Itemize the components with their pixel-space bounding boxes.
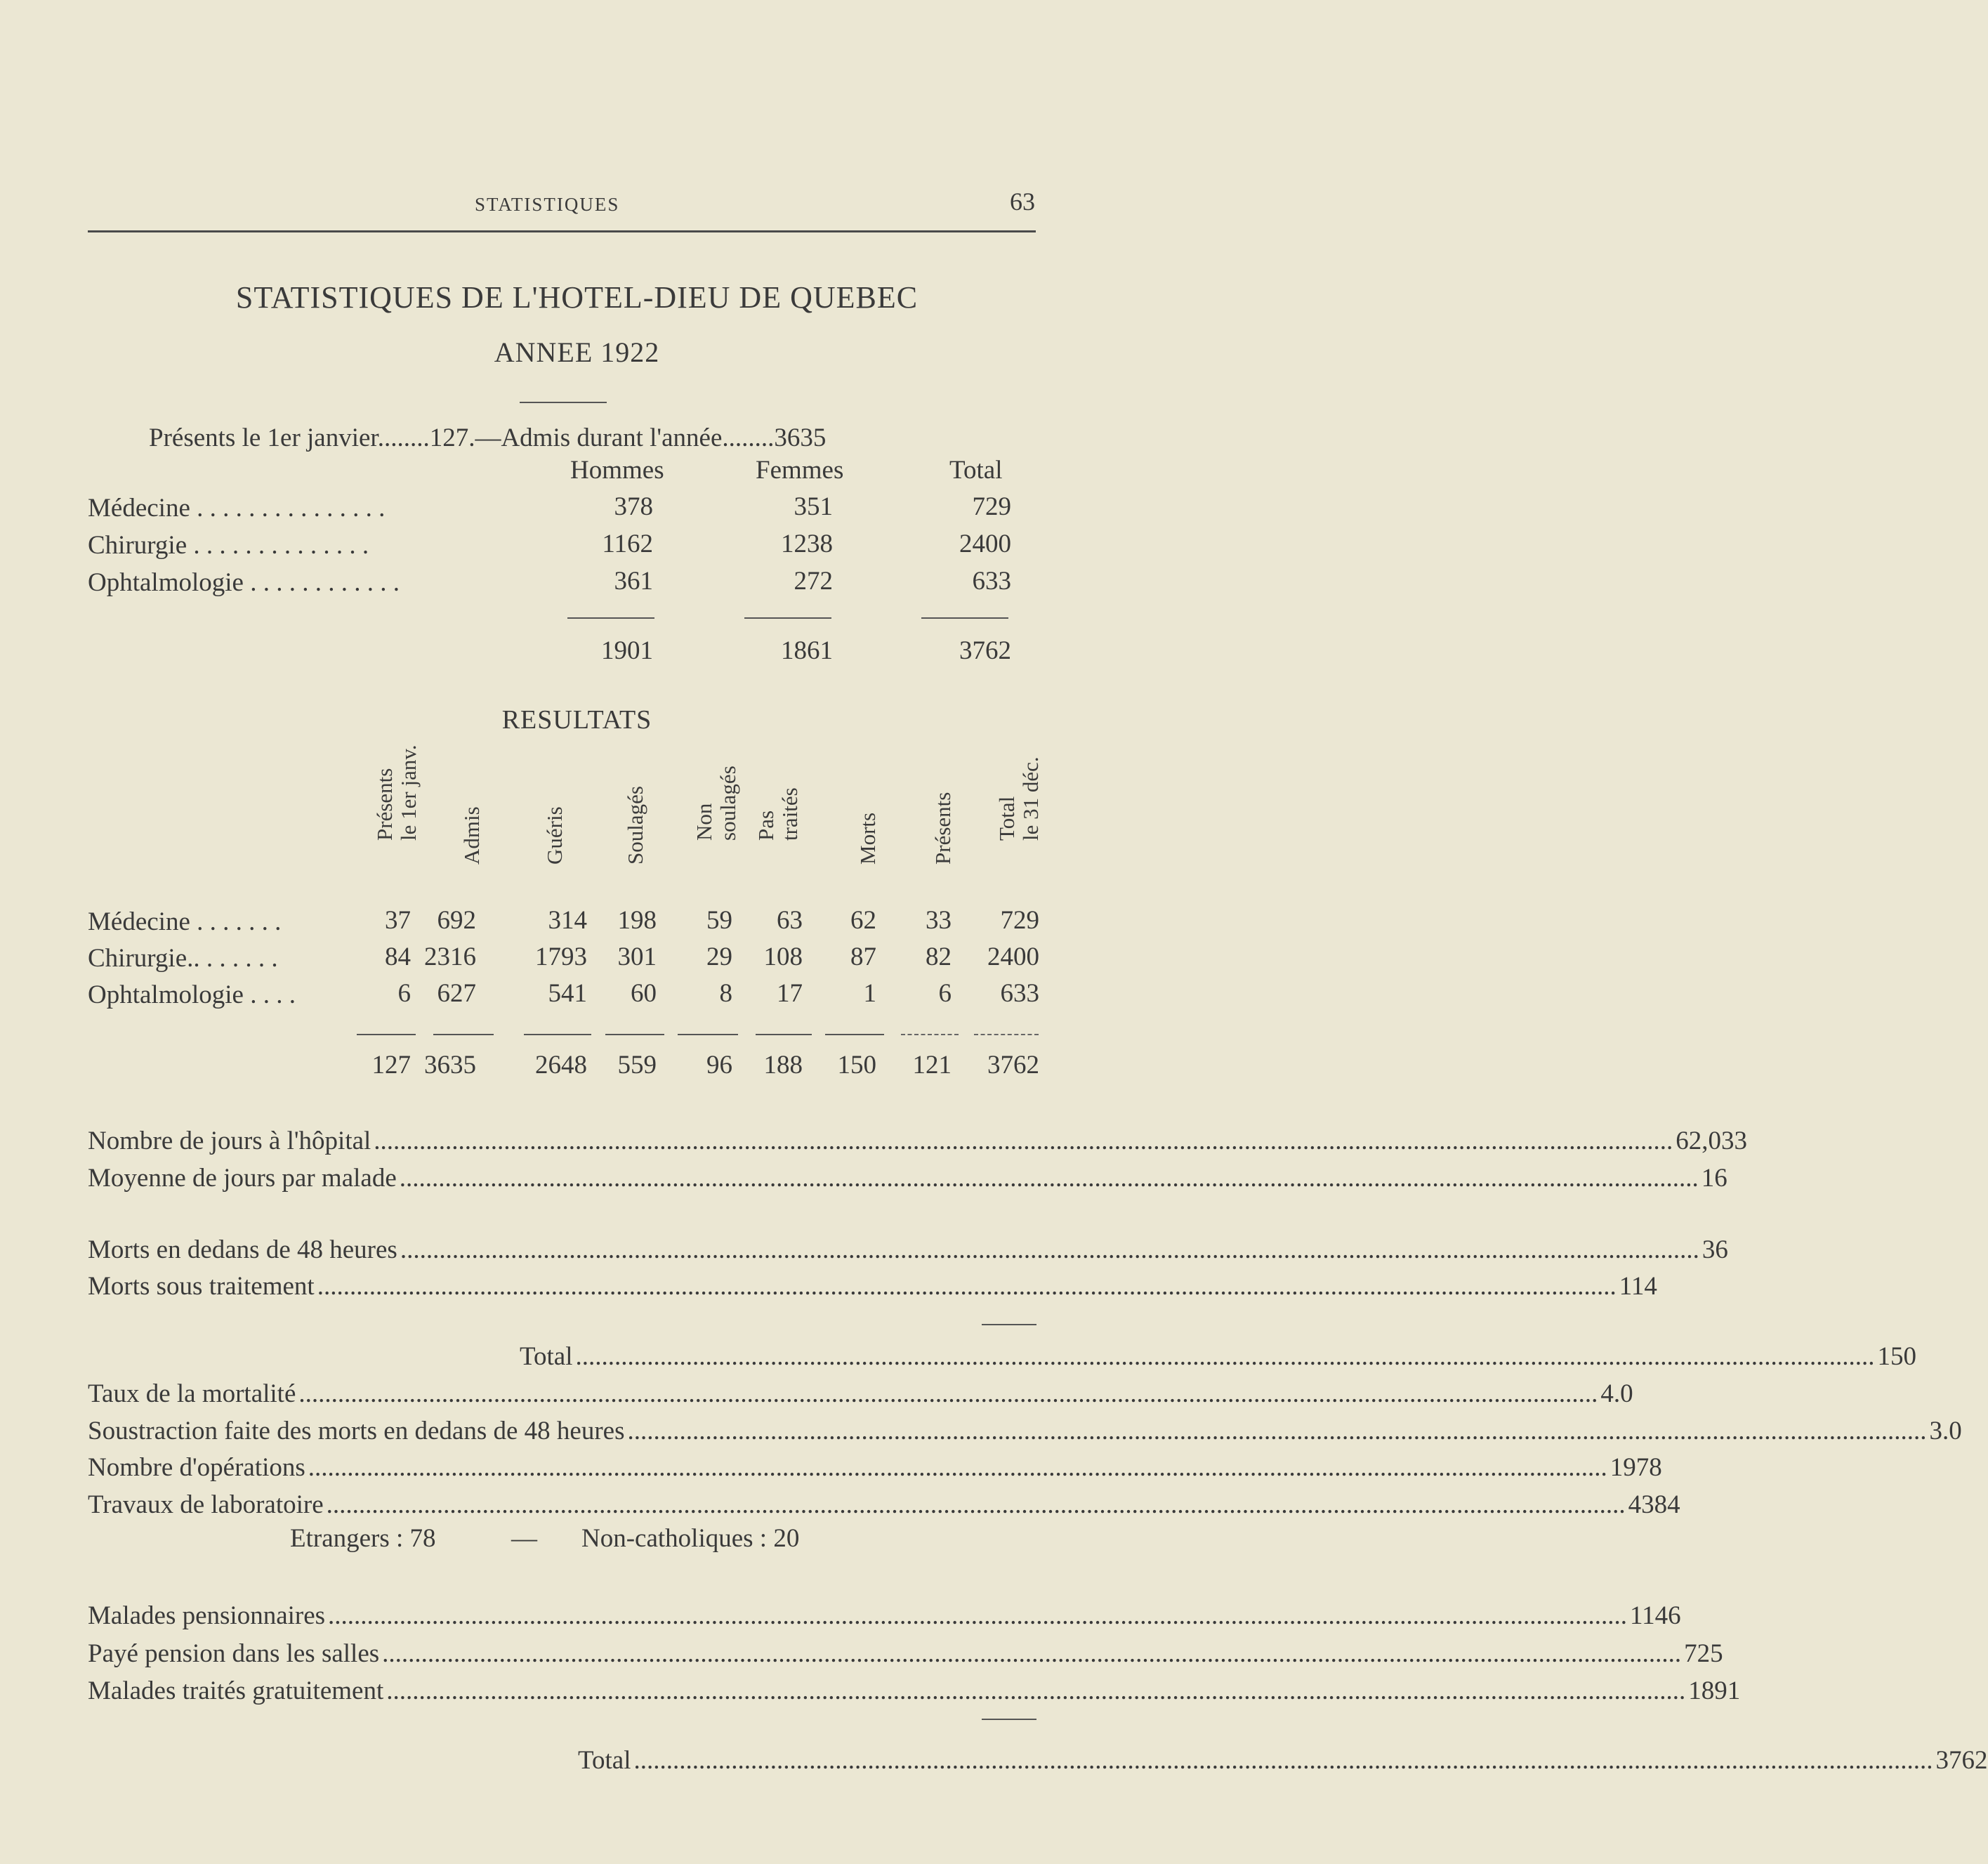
etrangers-separator: — — [511, 1524, 537, 1553]
results-cell: 84 — [385, 943, 411, 971]
results-cell: 29 — [706, 943, 732, 971]
page-subtitle: ANNEE 1922 — [494, 336, 660, 368]
results-cell: 62 — [850, 906, 876, 935]
results-cell: 314 — [548, 906, 587, 935]
col-femmes: Femmes — [756, 456, 844, 485]
admissions-cell: 633 — [972, 567, 1011, 596]
admissions-cell: 378 — [614, 492, 653, 521]
sum-rule — [433, 1034, 494, 1035]
results-cell: 729 — [1000, 906, 1039, 935]
stat-value: 150 — [1877, 1342, 1916, 1371]
results-total: 559 — [617, 1051, 657, 1079]
results-cell: 33 — [926, 906, 952, 935]
stat-label: Morts sous traitement — [88, 1272, 315, 1301]
results-cell: 1793 — [535, 943, 587, 971]
results-cell: 2316 — [424, 943, 476, 971]
admissions-total: 1901 — [601, 636, 653, 665]
stat-value: 3.0 — [1929, 1417, 1962, 1445]
results-total: 188 — [763, 1051, 803, 1079]
results-column-header-line: Admis — [459, 806, 484, 865]
header-rule — [88, 230, 1036, 232]
intro-line: Présents le 1er janvier........127.—Admis durant l'année........3635 — [149, 424, 827, 452]
results-column-header — [607, 748, 664, 888]
results-column-header-line: Morts — [855, 812, 880, 865]
stat-row — [88, 1416, 1962, 1446]
dot-leader: ........................................................................................................................................................................................................ — [382, 1639, 1682, 1668]
sum-rule — [825, 1034, 884, 1035]
results-cell: 8 — [719, 979, 732, 1008]
sum-rule — [982, 1719, 1036, 1720]
stat-row — [88, 1271, 1657, 1301]
stat-row — [88, 1490, 1680, 1520]
results-cell: 6 — [397, 979, 411, 1008]
results-cell: 37 — [385, 906, 411, 935]
stat-row — [520, 1341, 1916, 1372]
results-total: 150 — [837, 1051, 876, 1079]
stat-label: Nombre de jours à l'hôpital — [88, 1127, 371, 1155]
results-row-label: Chirurgie.. . . . . . . — [88, 944, 278, 973]
dot-leader: ........................................................................................................................................................................................................ — [298, 1379, 1598, 1408]
stat-row — [88, 1601, 1681, 1631]
results-total: 127 — [371, 1051, 411, 1079]
admissions-cell: 361 — [614, 567, 653, 596]
sum-rule — [921, 617, 1008, 619]
results-cell: 60 — [631, 979, 657, 1008]
dot-leader: ........................................................................................................................................................................................................ — [575, 1342, 1875, 1371]
results-cell: 1 — [863, 979, 876, 1008]
admissions-total: 1861 — [781, 636, 833, 665]
results-cell: 87 — [850, 943, 876, 971]
results-cell: 6 — [938, 979, 952, 1008]
results-total: 2648 — [535, 1051, 587, 1079]
results-cell: 301 — [617, 943, 657, 971]
results-column-header-line: Total — [994, 796, 1019, 841]
admissions-cell: 1162 — [602, 530, 653, 558]
results-cell: 63 — [777, 906, 803, 935]
stat-value: 725 — [1684, 1639, 1723, 1668]
dot-leader: ........................................................................................................................................................................................................ — [328, 1601, 1628, 1630]
stat-label: Morts en dedans de 48 heures — [88, 1235, 397, 1264]
sum-rule — [567, 617, 654, 619]
admissions-cell: 272 — [794, 567, 833, 596]
stat-label: Malades pensionnaires — [88, 1601, 326, 1630]
results-column-header-line: Guéris — [542, 806, 567, 865]
stat-row — [88, 1379, 1633, 1409]
stat-label: Total — [578, 1746, 631, 1775]
results-cell: 2400 — [987, 943, 1039, 971]
sum-rule — [982, 1324, 1036, 1325]
admissions-total: 3762 — [959, 636, 1011, 665]
stat-row — [88, 1235, 1728, 1265]
admissions-row-label: Ophtalmologie . . . . . . . . . . . . — [88, 568, 400, 597]
admissions-row-label: Chirurgie . . . . . . . . . . . . . . — [88, 531, 369, 560]
stat-value: 16 — [1701, 1164, 1727, 1193]
stat-label: Taux de la mortalité — [88, 1379, 296, 1408]
results-column-header-line: le 1er janv. — [396, 744, 421, 841]
results-column-header-line: soulagés — [716, 766, 740, 841]
stat-value: 4384 — [1628, 1490, 1680, 1519]
dot-leader: ........................................................................................................................................................................................................ — [399, 1164, 1699, 1193]
results-column-header — [369, 744, 425, 888]
results-column-header-line: Pas — [753, 810, 778, 841]
results-column-header-line: traités — [777, 787, 802, 841]
stat-value: 1146 — [1630, 1601, 1681, 1630]
stat-label: Travaux de laboratoire — [88, 1490, 324, 1519]
stat-value: 3762 — [1935, 1746, 1988, 1775]
results-total: 121 — [912, 1051, 952, 1079]
results-cell: 627 — [437, 979, 476, 1008]
col-hommes: Hommes — [570, 456, 664, 485]
results-column-header — [915, 748, 971, 888]
results-column-header — [688, 748, 744, 888]
page-number: 63 — [1010, 188, 1035, 216]
results-cell: 82 — [926, 943, 952, 971]
sum-rule — [901, 1034, 959, 1035]
results-column-header — [840, 748, 896, 888]
dot-leader: ........................................................................................................................................................................................................ — [400, 1235, 1699, 1264]
results-column-header — [750, 748, 806, 888]
page-title: STATISTIQUES DE L'HOTEL-DIEU DE QUEBEC — [235, 280, 919, 315]
admissions-cell: 351 — [794, 492, 833, 521]
stat-label: Malades traités gratuitement — [88, 1676, 384, 1705]
stat-value: 1978 — [1610, 1453, 1662, 1482]
admissions-cell: 729 — [972, 492, 1011, 521]
stat-label: Payé pension dans les salles — [88, 1639, 380, 1668]
results-cell: 198 — [617, 906, 657, 935]
sum-rule — [744, 617, 831, 619]
sum-rule — [678, 1034, 738, 1035]
title-divider — [520, 402, 607, 403]
stat-row — [88, 1163, 1727, 1193]
dot-leader: ........................................................................................................................................................................................................ — [627, 1417, 1927, 1445]
dot-leader: ........................................................................................................................................................................................................ — [308, 1453, 1607, 1482]
results-cell: 633 — [1000, 979, 1039, 1008]
results-cell: 17 — [777, 979, 803, 1008]
stat-label: Nombre d'opérations — [88, 1453, 305, 1482]
results-column-header-line: Présents — [930, 792, 955, 865]
admissions-row-label: Médecine . . . . . . . . . . . . . . . — [88, 494, 386, 523]
stat-label: Total — [520, 1342, 573, 1371]
sum-rule — [524, 1034, 591, 1035]
etrangers-label: Etrangers : 78 — [290, 1524, 436, 1553]
results-total: 3762 — [987, 1051, 1039, 1079]
results-row-label: Médecine . . . . . . . — [88, 907, 282, 936]
sum-rule — [357, 1034, 416, 1035]
dot-leader: ........................................................................................................................................................................................................ — [326, 1490, 1626, 1519]
results-total: 3635 — [424, 1051, 476, 1079]
stat-value: 1891 — [1688, 1676, 1741, 1705]
admissions-cell: 1238 — [781, 530, 833, 558]
stat-value: 114 — [1619, 1272, 1657, 1301]
results-column-header-line: Soulagés — [623, 786, 647, 865]
stat-label: Soustraction faite des morts en dedans de 48 heures — [88, 1417, 625, 1445]
running-title: STATISTIQUES — [475, 194, 620, 215]
stat-row — [88, 1126, 1748, 1156]
results-column-header-line: Non — [692, 803, 716, 841]
results-column-header — [444, 748, 500, 888]
stat-row — [88, 1639, 1723, 1669]
results-title: RESULTATS — [501, 705, 652, 735]
admissions-cell: 2400 — [959, 530, 1011, 558]
col-total: Total — [949, 456, 1003, 485]
stat-row — [578, 1745, 1988, 1776]
sum-rule — [756, 1034, 812, 1035]
results-cell: 108 — [763, 943, 803, 971]
dot-leader: ........................................................................................................................................................................................................ — [386, 1676, 1686, 1705]
stat-value: 62,033 — [1676, 1127, 1748, 1155]
results-total: 96 — [706, 1051, 732, 1079]
stat-label: Moyenne de jours par malade — [88, 1164, 397, 1193]
non-catholiques-label: Non-catholiques : 20 — [581, 1524, 800, 1553]
sum-rule — [974, 1034, 1039, 1035]
dot-leader: ........................................................................................................................................................................................................ — [317, 1272, 1617, 1301]
results-column-header — [527, 748, 583, 888]
results-column-header-line: Présents — [372, 768, 397, 841]
stat-value: 36 — [1701, 1235, 1728, 1264]
sum-rule — [605, 1034, 664, 1035]
stat-row — [88, 1452, 1662, 1483]
results-cell: 59 — [706, 906, 732, 935]
stat-row — [88, 1676, 1741, 1706]
results-column-header — [991, 748, 1047, 888]
stat-value: 4.0 — [1600, 1379, 1633, 1408]
results-column-header-line: le 31 déc. — [1018, 756, 1043, 841]
results-cell: 692 — [437, 906, 476, 935]
results-cell: 541 — [548, 979, 587, 1008]
results-row-label: Ophtalmologie . . . . — [88, 980, 296, 1009]
dot-leader: ........................................................................................................................................................................................................ — [374, 1127, 1673, 1155]
dot-leader: ........................................................................................................................................................................................................ — [633, 1746, 1933, 1775]
